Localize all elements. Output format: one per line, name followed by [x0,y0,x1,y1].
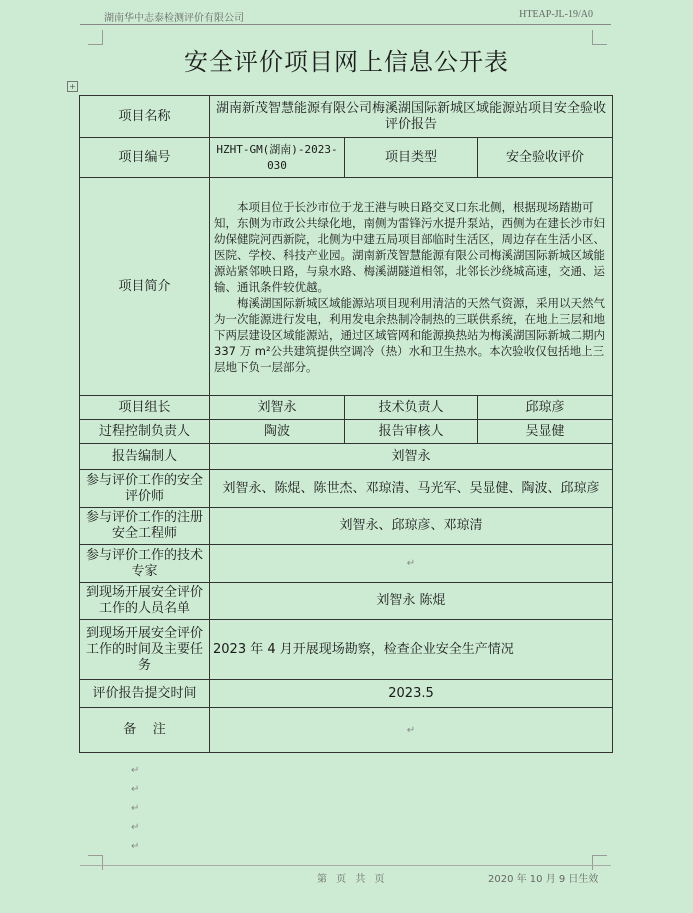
row-compiler [80,444,613,470]
row-leader [80,396,613,420]
paragraph-mark-icon: ↵ [131,822,140,833]
leader-value: 刘智永 [210,396,345,420]
project-type-label: 项目类型 [345,138,478,178]
site-people-value: 刘智永 陈焜 [210,583,613,620]
evaluators-value: 刘智永、陈焜、陈世杰、邓琼清、马光军、吴显健、陶波、邱琼彦 [210,470,613,508]
row-evaluators [80,470,613,508]
experts-label: 参与评价工作的技术专家 [80,545,210,583]
header-code: HTEAP-JL-19/A0 [519,9,593,20]
evaluators-label: 参与评价工作的安全评价师 [80,470,210,508]
page-title: 安全评价项目网上信息公开表 [184,48,509,76]
submit-value: 2023.5 [210,680,613,708]
experts-value [210,545,613,583]
row-project-name [80,96,613,138]
row-remark [80,708,613,753]
crop-mark-bl [88,855,103,870]
row-engineers [80,508,613,545]
leader-label: 项目组长 [80,396,210,420]
row-site-people [80,583,613,620]
reviewer-value: 吴显健 [478,420,613,444]
paragraph-mark-icon: ↵ [131,841,140,852]
submit-label: 评价报告提交时间 [80,680,210,708]
process-label: 过程控制负责人 [80,420,210,444]
remark-value [210,708,613,753]
project-type-value: 安全验收评价 [478,138,613,178]
paragraph-mark-icon: ↵ [406,558,416,569]
site-time-label: 到现场开展安全评价工作的时间及主要任务 [80,620,210,680]
intro-paragraph-1: 本项目位于长沙市位于龙王港与映日路交叉口东北侧，根据现场踏勘可知，东侧为市政公共绿化地，南侧为雷锋污水提升泵站，西侧为在建长沙市妇幼保健院河西新院，北侧为中建五局项目部临时生活区，周边存在生活小区、医院、学校、科技产业园。湖南新茂智慧能源有限公司梅溪湖国际新城区域能源站紧邻映日路，与泉水路、梅溪湖隧道相邻，北邻长沙绕城高速，交通、运输、通讯条件较优越。 [214,199,605,294]
intro-paragraph-2: 梅溪湖国际新城区域能源站项目现利用清洁的天然气资源，采用以天然气为一次能源进行发电，利用发电余热制冷制热的三联供系统，在地上三层和地下两层建设区域能源站，通过区域管网和能源换热站为梅溪湖国际新城二期内 337 万 m²公共建筑提供空调冷（热）水和卫生热水。本次验收仅包括地上三层地下负一层部分。 [214,295,605,374]
engineers-label: 参与评价工作的注册安全工程师 [80,508,210,545]
process-value: 陶波 [210,420,345,444]
project-no-value: HZHT-GM(湖南)-2023-030 [210,138,345,178]
footer-rule [80,865,611,866]
site-time-value: 2023 年 4 月开展现场勘察，检查企业安全生产情况 [210,620,613,680]
row-submit [80,680,613,708]
tech-label: 技术负责人 [345,396,478,420]
crop-mark-br [592,855,607,870]
compiler-label: 报告编制人 [80,444,210,470]
project-name-label: 项目名称 [80,96,210,138]
intro-label: 项目简介 [80,178,210,396]
reviewer-label: 报告审核人 [345,420,478,444]
row-intro [80,178,613,396]
intro-value [210,178,613,396]
row-project-no [80,138,613,178]
project-no-label: 项目编号 [80,138,210,178]
remark-label: 备 注 [80,708,210,753]
paragraph-mark-icon: ↵ [131,803,140,814]
row-experts [80,545,613,583]
info-table [79,95,613,753]
table-move-handle-icon[interactable]: + [67,81,78,92]
project-name-value: 湖南新茂智慧能源有限公司梅溪湖国际新城区域能源站项目安全验收评价报告 [210,96,613,138]
header-rule [80,24,611,25]
engineers-value: 刘智永、邱琼彦、邓琼清 [210,508,613,545]
paragraph-mark-icon: ↵ [406,724,416,736]
paragraph-mark-icon: ↵ [131,784,140,795]
header-company: 湖南华中志泰检测评价有限公司 [104,13,244,24]
compiler-value: 刘智永 [210,444,613,470]
row-site-time [80,620,613,680]
row-process [80,420,613,444]
tech-value: 邱琼彦 [478,396,613,420]
footer-date: 2020 年 10 月 9 日生效 [488,874,599,885]
paragraph-mark-icon: ↵ [131,765,140,776]
site-people-label: 到现场开展安全评价工作的人员名单 [80,583,210,620]
footer-page: 第 页 共 页 [317,874,388,885]
